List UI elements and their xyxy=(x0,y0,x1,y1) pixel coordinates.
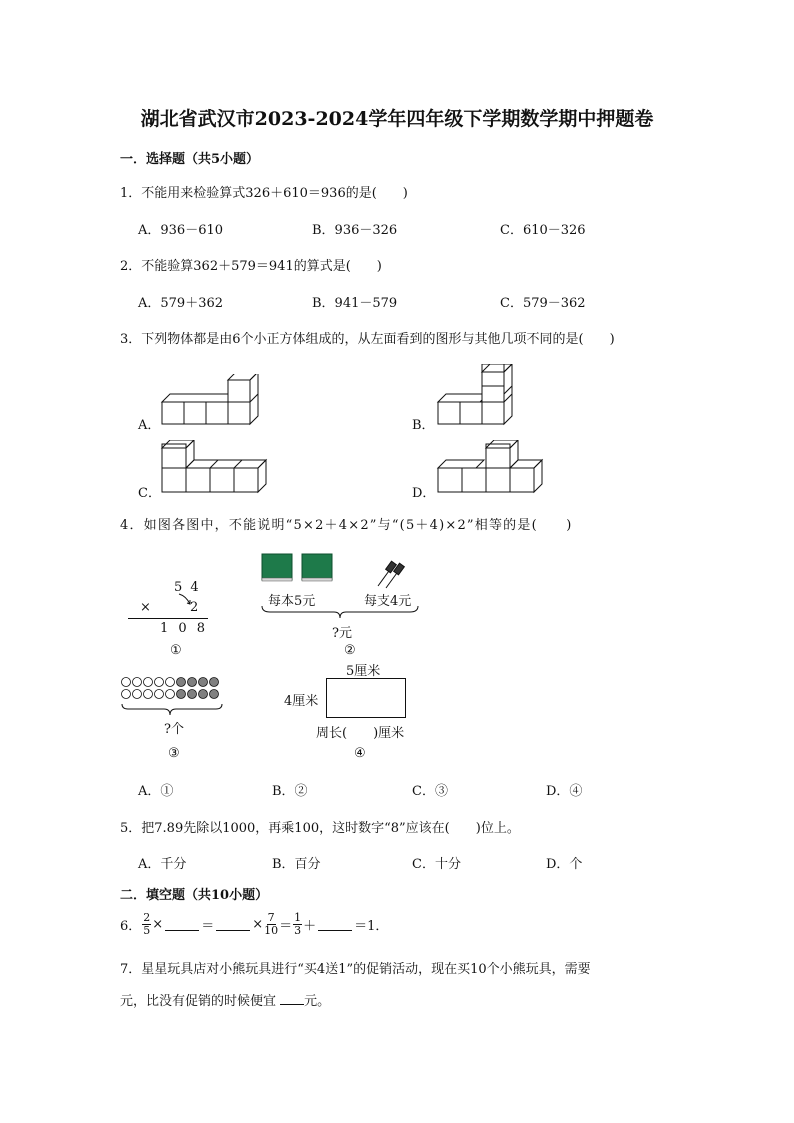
fig4-width-label: 4厘米 xyxy=(284,694,319,709)
question-1-stem: 1．不能用来检验算式326＋610＝936的是( ) xyxy=(120,186,408,201)
q1-option-b[interactable]: B．936－326 xyxy=(312,223,398,238)
q6-fraction-1: $\frac{2}{5}$ xyxy=(143,911,151,937)
fig1-multiplier: 2 xyxy=(190,600,199,615)
q5-option-a[interactable]: A．千分 xyxy=(138,857,187,872)
question-2-stem: 2．不能验算362＋579＝941的算式是( ) xyxy=(120,259,382,274)
question-4-stem: 4．如图各图中，不能说明“5×2＋4×2”与“(5＋4)×2”相等的是( ) xyxy=(120,518,573,533)
q6-plus: ＋ xyxy=(303,919,317,934)
fig1-mark: ① xyxy=(170,643,182,658)
q3-figure-d xyxy=(436,440,546,496)
fig1-top-number: 5 4 xyxy=(174,580,201,595)
q6-blank-2[interactable] xyxy=(216,918,250,931)
fig1-result: 1 0 8 xyxy=(160,621,209,636)
section-fill-heading: 二．填空题（共10小题） xyxy=(120,888,269,903)
fig4-mark: ④ xyxy=(354,746,366,761)
q4-option-c[interactable]: C．③ xyxy=(412,784,448,799)
q3-option-d-label[interactable]: D． xyxy=(412,486,436,501)
q6-fraction-2: $\frac{7}{10}$ xyxy=(264,911,279,937)
q1-option-c[interactable]: C．610－326 xyxy=(500,223,586,238)
q4-option-d[interactable]: D．④ xyxy=(546,784,583,799)
section-choice-heading: 一．选择题（共5小题） xyxy=(120,152,260,167)
q6-times-1: × xyxy=(152,917,164,932)
fig2-book-price: 每本5元 xyxy=(268,594,316,609)
fig1-divider-line xyxy=(128,618,208,619)
q3-figure-a xyxy=(160,374,260,430)
q7-text-b: 元。 xyxy=(304,994,331,1009)
q7-text-a: 元，比没有促销的时候便宜 xyxy=(120,994,277,1009)
fig2-brace-icon xyxy=(260,604,420,620)
q2-option-a[interactable]: A．579＋362 xyxy=(138,296,224,311)
question-5-stem: 5．把7.89先除以1000，再乘100，这时数字“8”应该在( )位上。 xyxy=(120,821,520,836)
q5-option-c[interactable]: C．十分 xyxy=(412,857,461,872)
q1-option-a[interactable]: A．936－610 xyxy=(138,223,224,238)
q3-option-c-label[interactable]: C． xyxy=(138,486,161,501)
fig3-mark: ③ xyxy=(168,746,180,761)
fig2-pen-price: 每支4元 xyxy=(364,594,412,609)
fig4-rectangle xyxy=(326,678,406,718)
fig3-total: ?个 xyxy=(164,722,184,737)
q3-option-a-label[interactable]: A． xyxy=(138,418,161,433)
page-title: 湖北省武汉市2023-2024学年四年级下学期数学期中押题卷 xyxy=(140,108,654,130)
q6-blank-3[interactable] xyxy=(318,918,352,931)
q4-option-a[interactable]: A．① xyxy=(138,784,174,799)
fig2-pens-icon xyxy=(372,558,412,590)
fig2-total: ?元 xyxy=(332,626,352,641)
q6-equals-1: ＝ xyxy=(201,919,215,934)
q3-figure-c xyxy=(160,440,270,496)
question-7-line-1: 7．星星玩具店对小熊玩具进行“买4送1”的促销活动，现在买10个小熊玩具，需要 xyxy=(120,962,591,977)
question-3-stem: 3．下列物体都是由6个小正方体组成的，从左面看到的图形与其他几项不同的是( ) xyxy=(120,332,615,347)
fig2-books-icon xyxy=(260,552,340,584)
fig4-length-label: 5厘米 xyxy=(346,664,381,679)
q6-times-2: × xyxy=(252,917,264,932)
question-7-line-2 xyxy=(120,990,330,1009)
q5-option-d[interactable]: D．个 xyxy=(546,857,583,872)
q6-blank-1[interactable] xyxy=(165,918,199,931)
fig2-mark: ② xyxy=(344,643,356,658)
fig3-dots-icon xyxy=(120,676,232,720)
question-6 xyxy=(120,912,388,937)
q6-equals-2: ＝ xyxy=(279,919,293,934)
fig4-perimeter: 周长( )厘米 xyxy=(316,726,405,741)
q6-number: 6． xyxy=(120,919,142,934)
q4-option-b[interactable]: B．② xyxy=(272,784,308,799)
q7-blank-2[interactable] xyxy=(280,992,304,1005)
q2-option-b[interactable]: B．941－579 xyxy=(312,296,398,311)
q2-option-c[interactable]: C．579－362 xyxy=(500,296,586,311)
q6-end: ＝1． xyxy=(354,919,389,934)
q5-option-b[interactable]: B．百分 xyxy=(272,857,321,872)
q3-figure-b xyxy=(436,364,520,428)
q3-option-b-label[interactable]: B． xyxy=(412,418,435,433)
q6-fraction-3: $\frac{1}{3}$ xyxy=(294,911,302,937)
fig1-multiply-sign: × xyxy=(140,600,151,615)
